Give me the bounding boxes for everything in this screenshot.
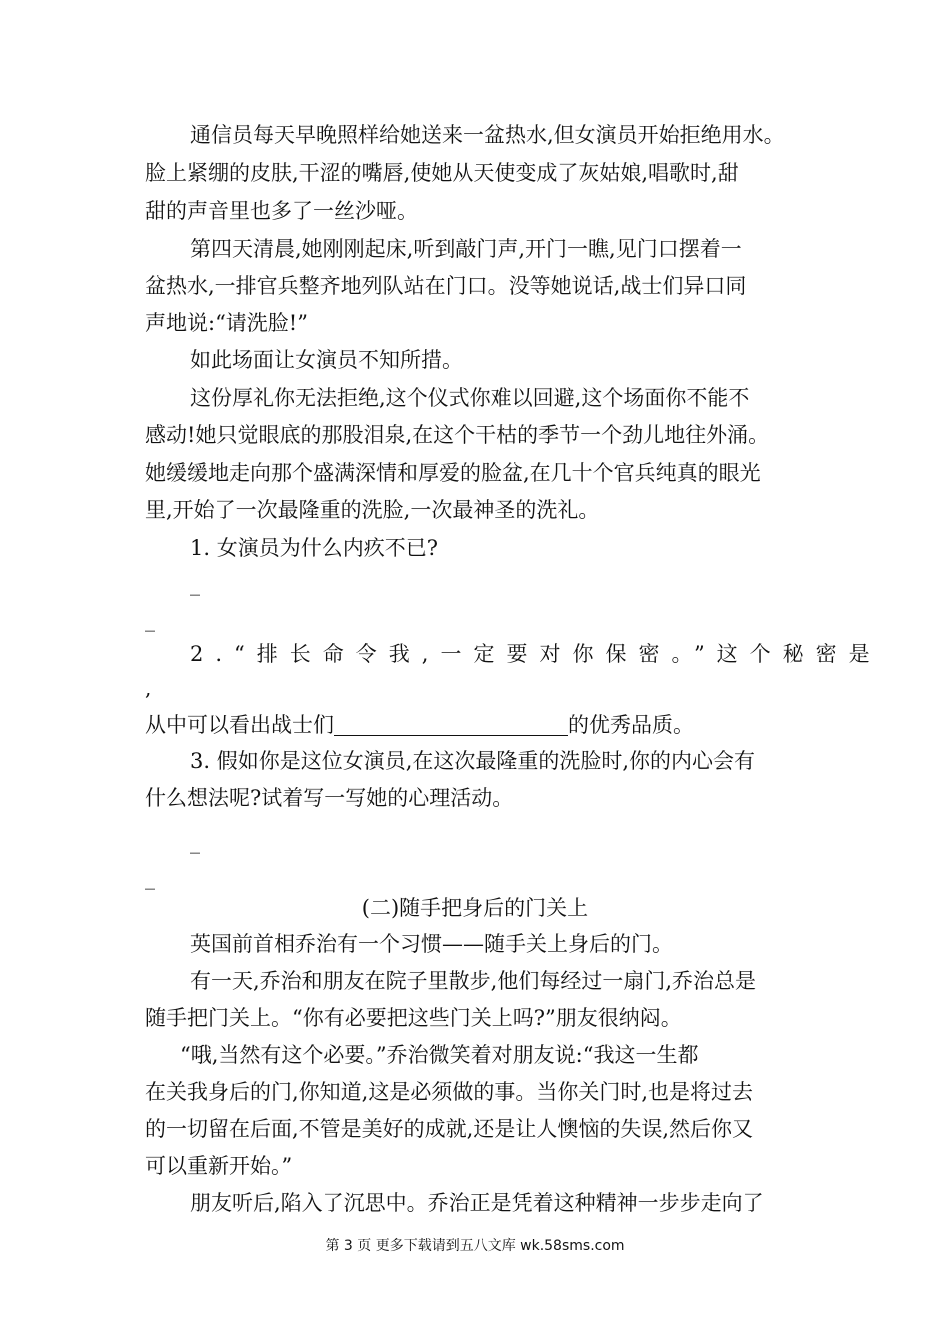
question-2-prefix: 从中可以看出战士们 [145, 713, 334, 737]
fill-blank[interactable] [334, 711, 568, 736]
paragraph-line: 这份厚礼你无法拒绝,这个仪式你难以回避,这个场面你不能不 [190, 386, 750, 410]
paragraph-line: 英国前首相乔治有一个习惯——随手关上身后的门。 [190, 932, 673, 956]
question-2-comma: , [145, 676, 152, 700]
paragraph-line: 声地说:“请洗脸!” [145, 311, 308, 335]
paragraph-line: 第四天清晨,她刚刚起床,听到敲门声,开门一瞧,见门口摆着一 [190, 237, 742, 261]
paragraph-line: 随手把门关上。“你有必要把这些门关上吗?”朋友很纳闷。 [145, 1006, 682, 1030]
paragraph-line: 里,开始了一次最隆重的洗脸,一次最神圣的洗礼。 [145, 498, 600, 522]
paragraph-line: 的一切留在后面,不管是美好的成就,还是让人懊恼的失误,然后你又 [145, 1117, 754, 1141]
paragraph-line: 如此场面让女演员不知所措。 [190, 348, 463, 372]
answer-line: _ [190, 830, 200, 854]
paragraph-line: 盆热水,一排官兵整齐地列队站在门口。没等她说话,战士们异口同 [145, 274, 747, 298]
question-3: 3. 假如你是这位女演员,在这次最隆重的洗脸时,你的内心会有 [190, 749, 756, 773]
answer-line: _ [190, 572, 200, 596]
paragraph-line: “哦,当然有这个必要。”乔治微笑着对朋友说:“我这一生都 [180, 1043, 699, 1067]
answer-line: _ [145, 608, 155, 632]
paragraph-line: 感动!她只觉眼底的那股泪泉,在这个干枯的季节一个劲儿地往外涌。 [145, 423, 770, 447]
question-2-fill-line [145, 707, 810, 743]
paragraph-line: 脸上紧绷的皮肤,干涩的嘴唇,使她从天使变成了灰姑娘,唱歌时,甜 [145, 161, 739, 185]
paragraph-line: 在关我身后的门,你知道,这是必须做的事。当你关门时,也是将过去 [145, 1080, 754, 1104]
question-3: 什么想法呢?试着写一写她的心理活动。 [145, 786, 514, 810]
question-2-suffix: 的优秀品质。 [568, 713, 694, 737]
question-2: 2.“排长命令我,一定要对你保密。”这个秘密是 [190, 642, 882, 666]
question-1: 1. 女演员为什么内疚不已? [190, 536, 438, 560]
paragraph-line: 甜的声音里也多了一丝沙哑。 [145, 199, 418, 223]
paragraph-line: 通信员每天早晚照样给她送来一盆热水,但女演员开始拒绝用水。 [190, 123, 785, 147]
page-footer: 第 3 页 更多下载请到五八文库 wk.58sms.com [325, 1238, 625, 1254]
section-title: (二)随手把身后的门关上 [361, 896, 589, 920]
paragraph-line: 有一天,乔治和朋友在院子里散步,他们每经过一扇门,乔治总是 [190, 969, 757, 993]
paragraph-line: 她缓缓地走向那个盛满深情和厚爱的脸盆,在几十个官兵纯真的眼光 [145, 461, 761, 485]
answer-line: _ [145, 866, 155, 890]
paragraph-line: 朋友听后,陷入了沉思中。乔治正是凭着这种精神一步步走向了 [190, 1191, 764, 1215]
paragraph-line: 可以重新开始。” [145, 1154, 293, 1178]
